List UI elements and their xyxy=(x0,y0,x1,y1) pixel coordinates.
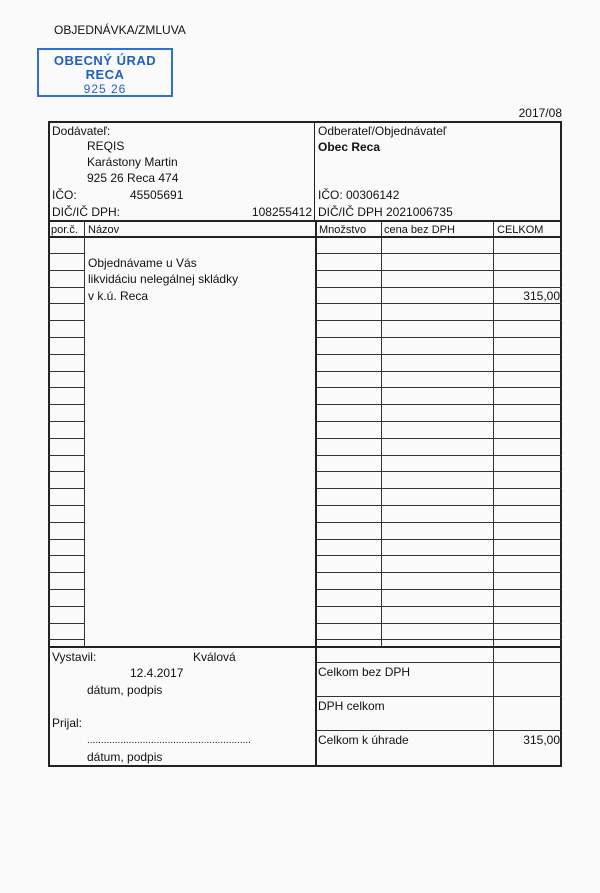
total-due-value: 315,00 xyxy=(523,733,560,747)
table-row-line xyxy=(48,404,84,405)
table-row-line xyxy=(316,662,562,663)
office-stamp xyxy=(37,48,173,97)
table-row-line xyxy=(316,606,562,607)
table-row-line xyxy=(316,471,562,472)
received-sign-caption: dátum, podpis xyxy=(87,750,163,764)
table-row-line xyxy=(48,471,84,472)
table-row-line xyxy=(48,387,84,388)
table-row-line xyxy=(48,438,84,439)
received-signature-line: ........................................................... xyxy=(87,735,251,746)
item-text-line-1: Objednávame u Vás xyxy=(88,256,197,270)
table-row-line xyxy=(48,505,84,506)
table-row-line xyxy=(316,438,562,439)
customer-name: Obec Reca xyxy=(318,140,381,154)
table-row-line xyxy=(316,455,562,456)
table-row-line xyxy=(316,572,562,573)
supplier-dic-label: DIČ/IČ DPH: xyxy=(52,205,121,219)
table-row-line xyxy=(316,555,562,556)
item-text-line-2: likvidáciu nelegálnej skládky xyxy=(88,272,239,286)
supplier-address: 925 26 Reca 474 xyxy=(87,171,179,185)
col-header-quantity: Množstvo xyxy=(319,224,367,236)
col-header-number: por.č. xyxy=(51,224,78,236)
supplier-ico-label: IČO: xyxy=(52,188,77,202)
received-label: Prijal: xyxy=(52,716,83,730)
customer-ico: IČO: 00306142 xyxy=(318,188,400,202)
total-without-vat-label: Celkom bez DPH xyxy=(318,665,411,679)
table-row-line xyxy=(48,320,84,321)
table-row-line xyxy=(48,555,84,556)
table-row-line xyxy=(316,287,562,288)
table-row-line xyxy=(48,253,84,254)
table-row-line xyxy=(48,572,84,573)
issued-sign-caption: dátum, podpis xyxy=(87,683,163,697)
supplier-heading: Dodávateľ: xyxy=(52,124,111,138)
table-row-line xyxy=(316,522,562,523)
table-row-line xyxy=(48,623,84,624)
table-row-line xyxy=(316,539,562,540)
table-row-line xyxy=(316,488,562,489)
table-row-line xyxy=(48,270,84,271)
stamp-line-1: OBECNÝ ÚRAD xyxy=(53,53,157,68)
table-row-line xyxy=(316,589,562,590)
stamp-line-3: 925 26 xyxy=(83,82,127,96)
item-text-line-3: v k.ú. Reca xyxy=(88,289,149,303)
table-row-line xyxy=(48,287,84,288)
table-row-line xyxy=(48,421,84,422)
table-row-line xyxy=(316,696,562,697)
table-row-line xyxy=(48,354,84,355)
table-row-line xyxy=(316,421,562,422)
table-row-line xyxy=(48,539,84,540)
table-row-line xyxy=(48,337,84,338)
table-row-line xyxy=(316,337,562,338)
col-header-total: CELKOM xyxy=(497,224,544,236)
table-row-line xyxy=(316,623,562,624)
table-row-line xyxy=(48,488,84,489)
table-row-line xyxy=(316,505,562,506)
table-row-line xyxy=(48,606,84,607)
table-row-line xyxy=(316,730,562,731)
table-row-line xyxy=(48,589,84,590)
col-header-name: Názov xyxy=(88,224,120,236)
total-due-label: Celkom k úhrade xyxy=(318,733,409,747)
table-row-line xyxy=(316,303,562,304)
table-row-line xyxy=(316,253,562,254)
table-row-line xyxy=(48,639,84,640)
table-row-line xyxy=(316,404,562,405)
stamp-line-2: RECA xyxy=(85,67,125,82)
table-row-line xyxy=(316,639,562,640)
supplier-person: Karástony Martin xyxy=(87,155,178,169)
document-number: 2017/08 xyxy=(518,106,562,120)
issued-date: 12.4.2017 xyxy=(130,666,184,680)
table-row-line xyxy=(316,387,562,388)
table-row-line xyxy=(316,354,562,355)
supplier-ico: 45505691 xyxy=(130,188,184,202)
issued-by-label: Vystavil: xyxy=(52,650,97,664)
document-title: OBJEDNÁVKA/ZMLUVA xyxy=(54,23,186,37)
item-total: 315,00 xyxy=(523,289,560,303)
table-row-line xyxy=(48,455,84,456)
supplier-dic: 108255412 xyxy=(251,205,312,219)
customer-heading: Odberateľ/Objednávateľ xyxy=(318,124,447,138)
table-row-line xyxy=(316,371,562,372)
supplier-name: REQIS xyxy=(87,139,125,153)
table-row-line xyxy=(48,522,84,523)
customer-dic: DIČ/IČ DPH 2021006735 xyxy=(318,205,453,219)
table-row-line xyxy=(316,270,562,271)
table-row-line xyxy=(48,371,84,372)
issued-by-name: Kválová xyxy=(193,650,236,664)
col-header-price: cena bez DPH xyxy=(384,224,455,236)
vat-total-label: DPH celkom xyxy=(318,699,385,713)
table-row-line xyxy=(48,303,84,304)
table-row-line xyxy=(316,320,562,321)
